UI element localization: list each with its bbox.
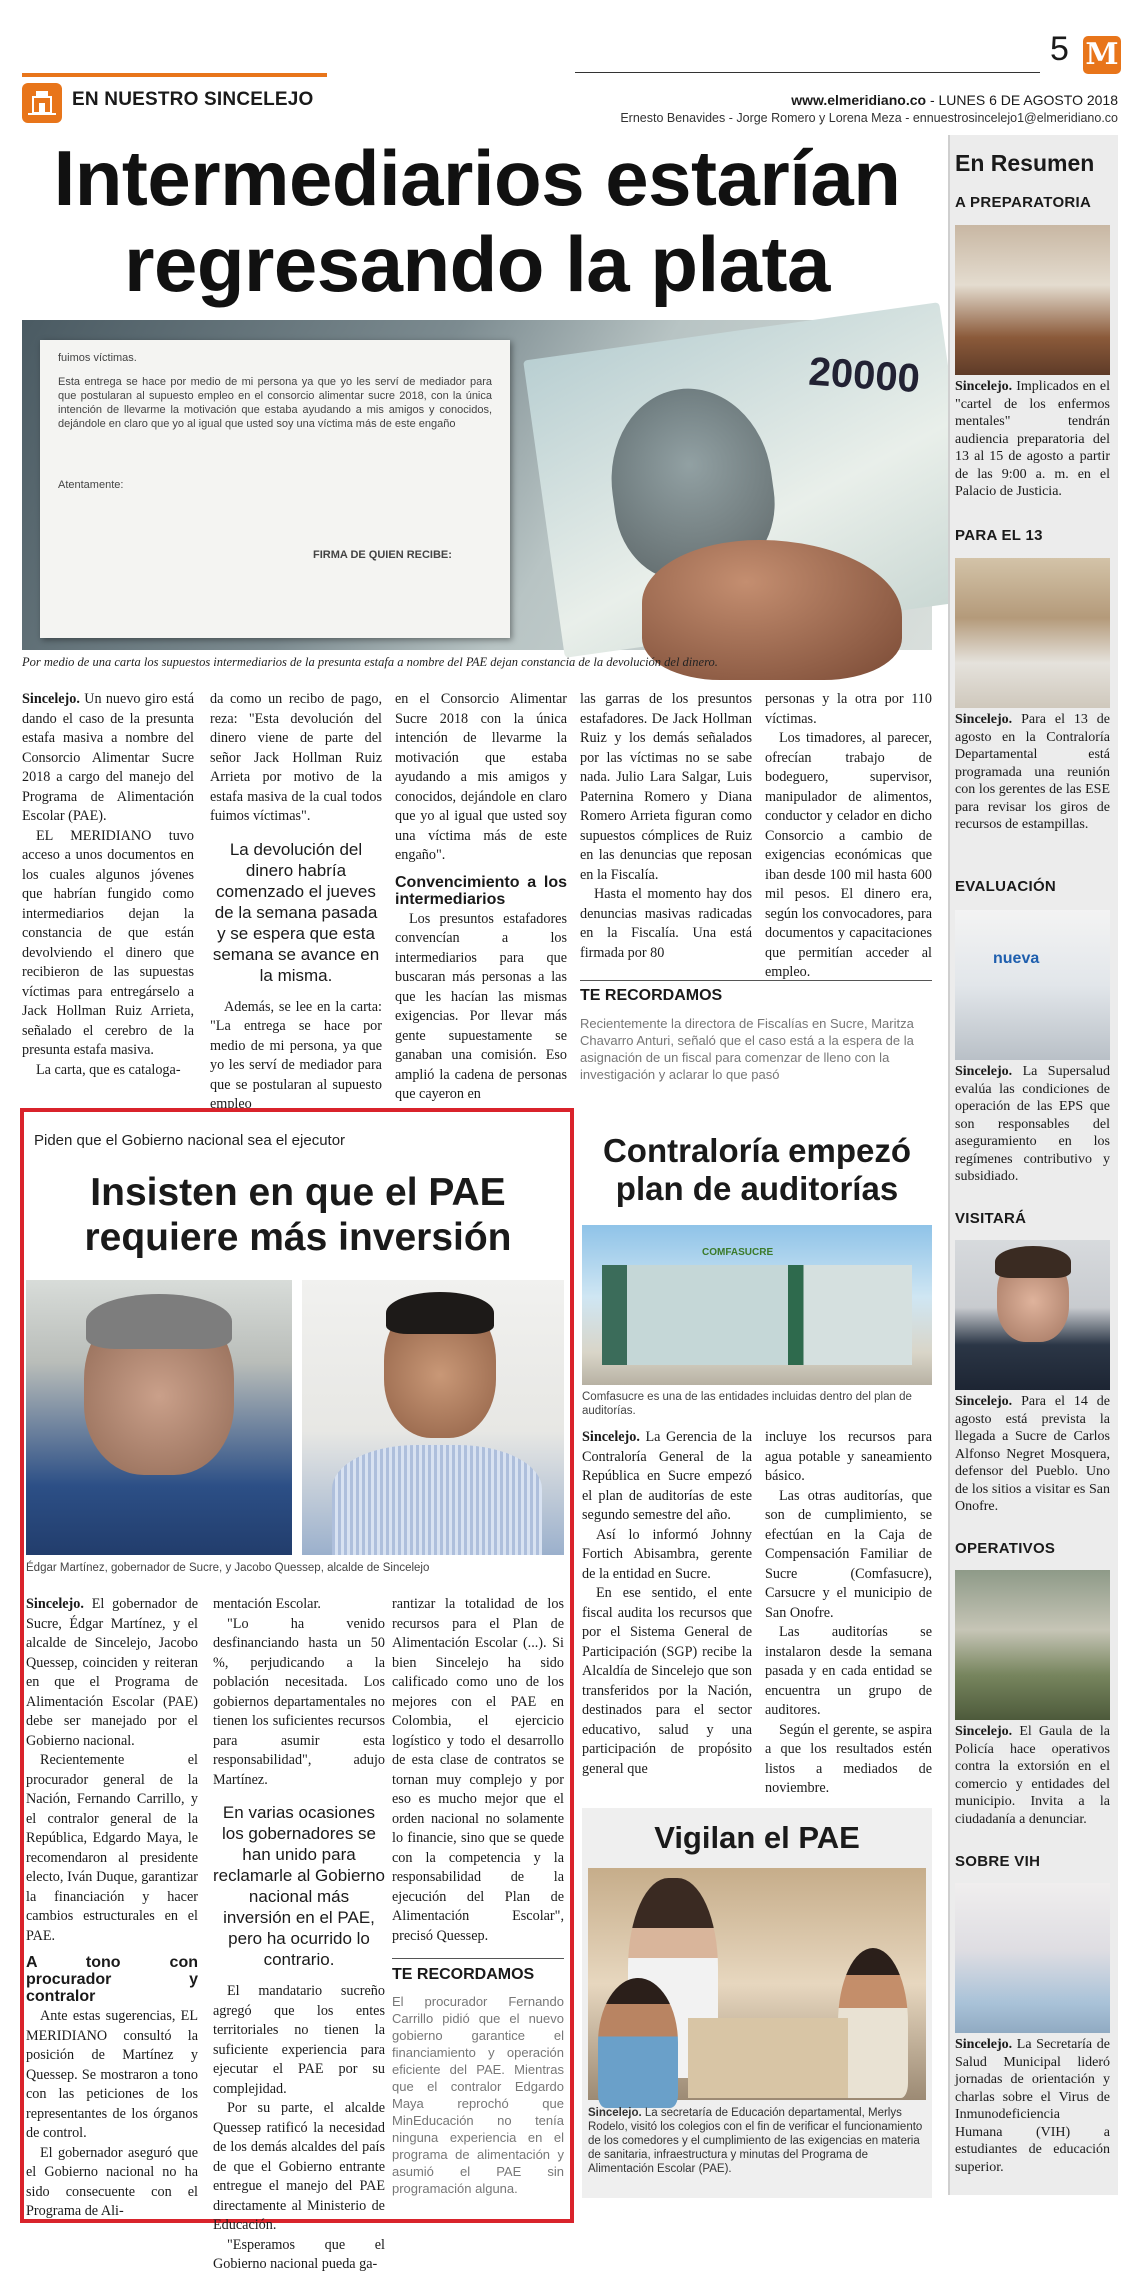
dateline: Sincelejo. [582,1429,640,1445]
dateline: Sincelejo. [955,1724,1013,1739]
table [688,2018,848,2098]
letter-closing: Atentamente: [58,479,124,491]
subhead: A tono con procurador y contralor [26,1954,198,2005]
section-rule [22,73,327,77]
sidebar-item-text [955,711,1110,834]
eps-sign: nueva [993,950,1040,967]
main-photo [22,320,932,650]
sidebar-photo-health [955,1883,1110,2033]
paragraph: Recientemente el procurador general de la Nación, Fernando Carrillo, y el contralor general de la República, Edgardo Maya, le recomendaron al presidente electo, Iván Duque, garantizar la financiación y hacer cambios estructurales en el PAE. [26,1752,198,1944]
section-name: EN NUESTRO SINCELEJO [72,89,314,110]
paragraph: Para el 13 de agosto en la Contraloría Departamental está programada una reunión con los gerentes de las ESE para revisar los giros de recursos de estampillas. [955,712,1110,832]
dateline: Sincelejo. [955,2037,1013,2052]
contraloria-caption: Comfasucre es una de las entidades incluidas dentro del plan de auditorías. [582,1391,912,1417]
te-recordamos-title: TE RECORDAMOS [392,1958,564,1985]
main-col-5 [765,690,932,983]
paragraph: Hasta el momento hay dos denuncias masivas radicadas en la Fiscalía. Una está firmada por 80 [580,886,752,961]
contraloria-col-2 [765,1428,932,1799]
pae-col-3 [392,1595,564,2197]
defensor-hair [995,1246,1071,1278]
paragraph: Las otras auditorías, que son de cumplimiento, se efectúan en la Caja de Compensación Familiar de Sucre (Comfasucre), Carsucre y el municipio de San Onofre. [765,1487,932,1621]
paragraph: Las auditorías se instalaron desde la semana pasada y en cada entidad se encuentra un grupo de auditores. [765,1624,932,1718]
main-headline: Intermediarios estarían regresando la plata [53,134,901,308]
paragraph: La carta, que es cataloga- [36,1061,181,1078]
sidebar-item-title: SOBRE VIH [955,1853,1041,1870]
paragraph: EL MERIDIANO tuvo acceso a unos documentos en los cuales algunos jóvenes que habrían fungido como intermediarios dejan la constancia de que están devolviendo el dinero que recibieron de las supuestas víctimas para entregárselo a Jack Hollman Ruiz Arrieta, señalado el cerebro de la presunta estafa masiva. [22,827,194,1058]
vigilan-text [588,2106,926,2176]
paragraph: Además, se lee en la carta: "La entrega se hace por medio de mi persona, ya que yo les serví de mediador para que se postularan al supuesto empleo [210,998,382,1112]
paragraph: rantizar la totalidad de los recursos para el Plan de Alimentación Escolar (...). Si bien Sincelejo ha sido calificado como uno de los mejores con el PAE en Colombia, el ejercicio logístico y todo el desarrollo de esta clase de contratos se tornan muy complejo y por eso es mucho mejor que el orden nacional no solamente lo financie, sino que se quede con la competencia y la responsabilidad de la ejecución del Plan de Alimentación Escolar", precisó Quessep. [392,1596,564,1944]
comfasucre-photo [582,1225,932,1385]
pae-headline: Insisten en que el PAE requiere más inversión [84,1171,512,1259]
sidebar-photo-defensor [955,1240,1110,1390]
photo-governor [26,1280,292,1555]
sidebar-item-text [955,1393,1110,1516]
paragraph: Los timadores, al parecer, ofrecían trabajo de bodeguero, supervisor, manipulador de alimentos, conductor y celador en dicho Consorcio a cambio de exigencias económicas que iban desde 100 mil hasta 600 mil pesos. El dinero era, según los convocadores, para documentos y capacitaciones que permitían acceder al empleo. [765,730,932,980]
pull-quote: En varias ocasiones los gobernadores se han unido para reclamarle al Gobierno nacional más inversión en el PAE, pero ha ocurrido lo contrario. [213,1803,385,1969]
paragraph: personas y la otra por 110 víctimas. [765,691,932,727]
pae-kicker: Piden que el Gobierno nacional sea el ejecutor [34,1132,346,1149]
governor-hair [86,1294,232,1349]
sidebar-photo-courtroom [955,225,1110,375]
dateline: Sincelejo. [22,691,80,707]
paragraph: mentación Escolar. [213,1596,321,1612]
pae-col-1 [26,1595,198,2222]
pae-caption: Édgar Martínez, gobernador de Sucre, y Jacobo Quessep, alcalde de Sincelejo [26,1562,430,1574]
issue-date: - LUNES 6 DE AGOSTO 2018 [926,92,1118,108]
mayor-hair [386,1292,494,1334]
sidebar-item-text [955,1723,1110,1828]
te-recordamos-box [580,980,932,1083]
paragraph: Los presuntos estafadores convencían a los intermediarios para que buscaran más personas a las que les hacían las mismas exigencias. Por llevar más gente supuestamente se ganaban una comisión. Eso amplió la cadena de personas que cayeron en [395,910,567,1102]
paragraph: en el Consorcio Alimentar Sucre 2018 con la única intención de llevarme la motivación que estaba ayudando a mis amigos y conocidos, dejándole en claro que yo al igual que usted soy una víctima más de este engaño". [395,691,567,863]
child-figure [838,1948,908,2098]
building-sign: COMFASUCRE [702,1247,774,1258]
letter-body: Esta entrega se hace por medio de mi persona ya que yo les serví de mediador para que postularan al supuesto empleo en el consorcio alimentar sucre 2018, con la única intención de llevarme la motivación que estaba ayudando a mis amigos y conocidos, dejándole en claro que yo al igual que usted soy una víctima más de este engaño [58,376,492,430]
child-figure [598,1978,678,2108]
te-recordamos-text: Recientemente la directora de Fiscalías en Sucre, Maritza Chavarro Anturi, señaló que el caso está a la espera de la asignación de un fiscal para comenzar de lleno con la investigación y aclarar lo que pasó [580,1016,914,1082]
paragraph: La secretaría de Educación departamental, Merlys Rodelo, visitó los colegios con el fin de verificar el funcionamiento de los comedores y el cumplimiento de las exigencias en materia de sanitaria, infraestructura y minutas del Programa de Alimentación Escolar (PAE). [588,2107,923,2175]
paragraph: Ante estas sugerencias, EL MERIDIANO consultó la posición de Martínez y Quessep. Se mostraron a tono con las peticiones de los representantes de los órganos de control. [26,2008,198,2141]
sidebar-photo-meeting [955,558,1110,708]
date-line [791,92,1118,108]
banknote-value: 20000 [807,349,922,402]
paragraph: Por su parte, el alcalde Quessep ratificó la necesidad de los demás alcaldes del país de que el Gobierno entrante entregue el manejo del PAE directamente al Ministerio de Educación. [213,2100,385,2233]
photo-mayor [302,1280,564,1555]
building [602,1265,912,1365]
sidebar-item-title: PARA EL 13 [955,527,1043,544]
contraloria-headline: Contraloría empezó plan de auditorías [602,1132,912,1207]
dateline: Sincelejo. [955,1394,1013,1409]
paragraph: "Lo ha venido desfinanciando hasta un 50 %, perjudicando a la población necesitada. Los gobiernos departamentales no tienen los suficientes recursos para asumir esta responsabilidad", adujo Martínez. [213,1615,385,1788]
main-col-4 [580,690,752,963]
te-recordamos-title: TE RECORDAMOS [580,980,932,1005]
pull-quote: La devolución del dinero habría comenzado el jueves de la semana pasada y se espera que esta semana se avance en la misma. [212,839,380,985]
dateline: Sincelejo. [26,1596,84,1612]
page-number: 5 [1050,30,1069,68]
vigilan-headline: Vigilan el PAE [654,1820,860,1855]
sidebar-item-text [955,378,1110,501]
sidebar-photo-eps-office [955,910,1110,1060]
header-top-rule [575,72,1040,73]
paragraph: "Esperamos que el Gobierno nacional pueda ga- [213,2236,385,2272]
paragraph: incluye los recursos para agua potable y saneamiento básico. [765,1429,932,1484]
mayor-shirt [332,1445,542,1555]
main-col-3 [395,690,567,1105]
dateline: Sincelejo. [955,1064,1013,1079]
dateline: Sincelejo. [588,2107,642,2119]
paragraph: La Gerencia de la Contraloría General de la República en Sucre empezó el plan de auditorías de este segundo semestre del año. [582,1429,752,1523]
sidebar-item-text [955,2036,1110,2176]
sidebar-photo-police [955,1570,1110,1720]
paragraph: La Secretaría de Salud Municipal lideró jornadas de orientación y charlas sobre el Virus de Inmunodeficiencia Humana (VIH) a estudiantes de educación superior. [955,2037,1110,2175]
dateline: Sincelejo. [955,712,1013,727]
vigilan-photo [588,1868,926,2100]
main-col-1 [22,690,194,1080]
paragraph: las garras de los presuntos estafadores. De Jack Hollman Ruiz y los demás señalados por las víctimas no se sabe nada. Julio Lara Salgar, Luis Paternina Romero y Diana Romero Arrieta figuran como supuestos cómplices de Ruiz en las denuncias que reposan en la Fiscalía. [580,691,752,883]
paragraph: Un nuevo giro está dando el caso de la presunta estafa masiva a nombre del Consorcio Alimentar Sucre 2018 a cargo del manejo del Programa de Alimentación Escolar (PAE). [22,691,194,824]
paragraph: En ese sentido, el ente fiscal audita los recursos que por el Sistema General de Participación (SGP) recibe la Alcaldía de Sincelejo que son transferidos por la Nación, destinados para el sector educativo, salud y una participación de propósito general que [582,1585,752,1777]
letter-signature: FIRMA DE QUIEN RECIBE: [313,549,452,561]
sidebar-item-title: A PREPARATORIA [955,194,1092,211]
sidebar-item-text [955,1063,1110,1186]
section-icon [22,83,62,123]
letter-line0: fuimos víctimas. [58,352,137,364]
subhead: Convencimiento a los intermediarios [395,873,567,908]
pae-col-2 [213,1595,385,2275]
paragraph: Así lo informó Johnny Fortich Abisambra, gerente de la entidad en Sucre. [582,1526,752,1582]
vigilan-box [582,1808,932,2198]
brand-logo: M [1083,36,1121,74]
sidebar-title: En Resumen [955,150,1095,176]
paragraph: La Supersalud evalúa las condiciones de operación de las EPS que son responsables del aseguramiento en los regímenes contributivo y subsidiado. [955,1064,1110,1184]
paragraph: Implicados en el "cartel de los enfermos mentales" tendrán audiencia preparatoria del 13 al 15 de agosto a partir de las 9:00 a. m. en el Palacio de Justicia. [955,379,1110,499]
te-recordamos-text: El procurador Fernando Carrillo pidió que el nuevo gobierno garantice el financiamiento y operación eficiente del PAE. Mientras que el contralor Edgardo Maya reprochó que MinEducación no tenía ninguna experiencia en el programa de alimentación y asumió el PAE sin programación alguna. [392,1993,564,2196]
paragraph: Para el 14 de agosto está prevista la llegada a Sucre de Carlos Alfonso Negret Mosquera, defensor del Pueblo. Uno de los sitios a visitar es San Onofre. [955,1394,1110,1514]
website[interactable]: www.elmeridiano.co [791,92,927,108]
paragraph: da como un recibo de pago, reza: "Esta devolución del dinero viene de parte del señor Jack Hollman Ruiz Arrieta por motivo de la estafa masiva de la cual todos fuimos víctimas". [210,691,382,824]
main-caption: Por medio de una carta los supuestos intermediarios de la presunta estafa a nombre del PAE dejan constancia de la devolución del dinero. [22,655,718,669]
paragraph: El Gaula de la Policía hace operativos contra la extorsión en el comercio y entidades del municipio. Invita a la ciudadanía a denunciar. [955,1724,1110,1827]
building-icon [22,83,62,123]
main-col-2 [210,690,382,1115]
paragraph: El gobernador de Sucre, Édgar Martínez, y el alcalde de Sincelejo, Jacobo Quessep, coinciden y reiteran en que el Programa de Alimentación Escolar (PAE) debe ser manejado por el Gobierno nacional. [26,1596,198,1749]
dateline: Sincelejo. [955,379,1013,394]
paragraph: Según el gerente, se aspira a que los resultados estén listos a mediados de noviembre. [765,1721,932,1796]
sidebar-item-title: EVALUACIÓN [955,878,1057,895]
paragraph: El mandatario sucreño agregó que los entes territoriales no tienen la suficiente experiencia para ejecutar el PAE por su complejidad. [213,1983,385,2097]
sidebar-item-title: OPERATIVOS [955,1540,1056,1557]
paragraph: El gobernador aseguró que el Gobierno nacional no ha sido consecuente con el Programa de Ali- [26,2144,198,2219]
contraloria-col-1 [582,1428,752,1779]
sidebar-item-title: VISITARÁ [955,1210,1027,1227]
byline: Ernesto Benavides - Jorge Romero y Lorena Meza - ennuestrosincelejo1@elmeridiano.co [620,111,1118,125]
letter-paper [40,340,510,638]
